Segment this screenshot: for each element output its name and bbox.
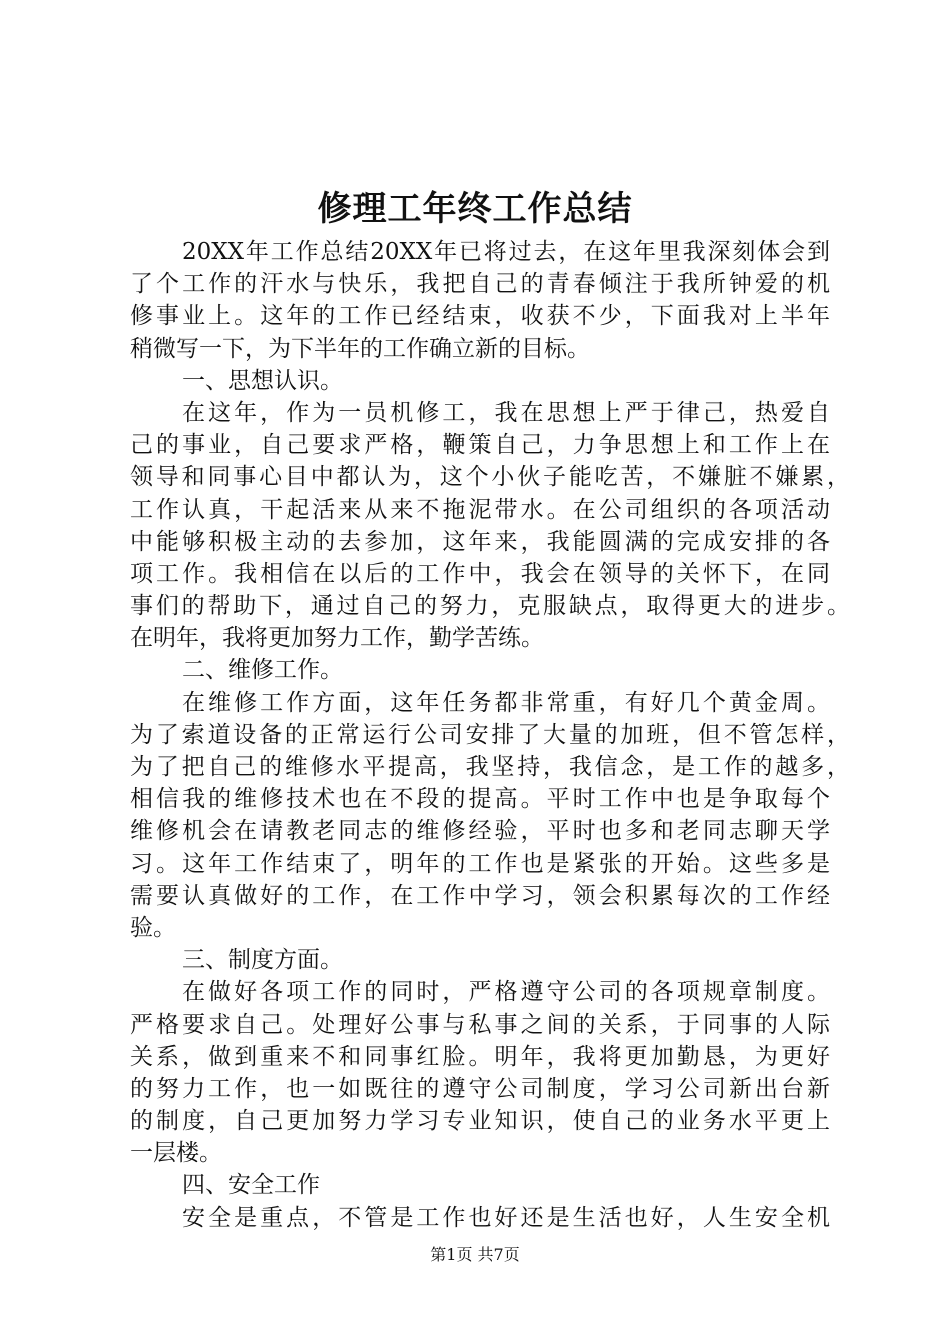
body-line: 项工作。我相信在以后的工作中，我会在领导的关怀下，在同 (130, 560, 830, 587)
body-line: 修事业上。这年的工作已经结束，收获不少，下面我对上半年 (130, 303, 830, 330)
body-line: 关系，做到重来不和同事红脸。明年，我将更加勤恳，为更好 (130, 1043, 830, 1070)
body-line: 在这年，作为一员机修工，我在思想上严于律己，热爱自 (182, 399, 830, 426)
body-line: 在维修工作方面，这年任务都非常重，有好几个黄金周。 (182, 689, 830, 716)
body-line: 的制度，自己更加努力学习专业知识，使自己的业务水平更上 (130, 1108, 830, 1135)
body-line: 的努力工作，也一如既往的遵守公司制度，学习公司新出台新 (130, 1075, 830, 1102)
body-line: 习。这年工作结束了，明年的工作也是紧张的开始。这些多是 (130, 850, 830, 877)
body-line: 事们的帮助下，通过自己的努力，克服缺点，取得更大的进步。 (130, 593, 850, 620)
document-title: 修理工年终工作总结 (317, 189, 633, 229)
document-body (130, 236, 850, 1234)
body-line: 了个工作的汗水与快乐，我把自己的青春倾注于我所钟爱的机 (130, 271, 830, 298)
body-line: 三、制度方面。 (182, 947, 343, 974)
body-line: 为了索道设备的正常运行公司安排了大量的加班，但不管怎样， (130, 721, 850, 748)
body-line: 稍微写一下，为下半年的工作确立新的目标。 (130, 335, 590, 362)
body-line: 维修机会在请教老同志的维修经验，平时也多和老同志聊天学 (130, 818, 830, 845)
body-line: 一层楼。 (130, 1140, 222, 1167)
body-line: 验。 (130, 914, 176, 941)
body-line: 工作认真，干起活来从来不拖泥带水。在公司组织的各项活动 (130, 496, 830, 523)
body-line: 安全是重点，不管是工作也好还是生活也好，人生安全机 (182, 1204, 830, 1231)
body-line: 为了把自己的维修水平提高，我坚持，我信念，是工作的越多， (130, 754, 850, 780)
body-line: 20XX年工作总结20XX年已将过去，在这年里我深刻体会到 (182, 239, 830, 265)
body-line: 二、维修工作。 (182, 657, 343, 684)
body-line: 己的事业，自己要求严格，鞭策自己，力争思想上和工作上在 (130, 432, 830, 459)
body-line: 中能够积极主动的去参加，这年来，我能圆满的完成安排的各 (130, 528, 830, 555)
body-line: 在明年，我将更加努力工作，勤学苦练。 (130, 625, 544, 652)
body-line: 相信我的维修技术也在不段的提高。平时工作中也是争取每个 (130, 786, 830, 813)
body-line: 需要认真做好的工作，在工作中学习，领会积累每次的工作经 (130, 882, 830, 909)
body-line: 领导和同事心目中都认为，这个小伙子能吃苦，不嫌脏不嫌累， (130, 464, 850, 491)
body-line: 一、思想认识。 (182, 367, 343, 394)
body-line: 四、安全工作 (182, 1172, 320, 1199)
body-line: 在做好各项工作的同时，严格遵守公司的各项规章制度。 (182, 979, 830, 1006)
body-line: 严格要求自己。处理好公事与私事之间的关系，于同事的人际 (130, 1011, 830, 1038)
page-footer: 第1页 共7页 (430, 1245, 520, 1264)
